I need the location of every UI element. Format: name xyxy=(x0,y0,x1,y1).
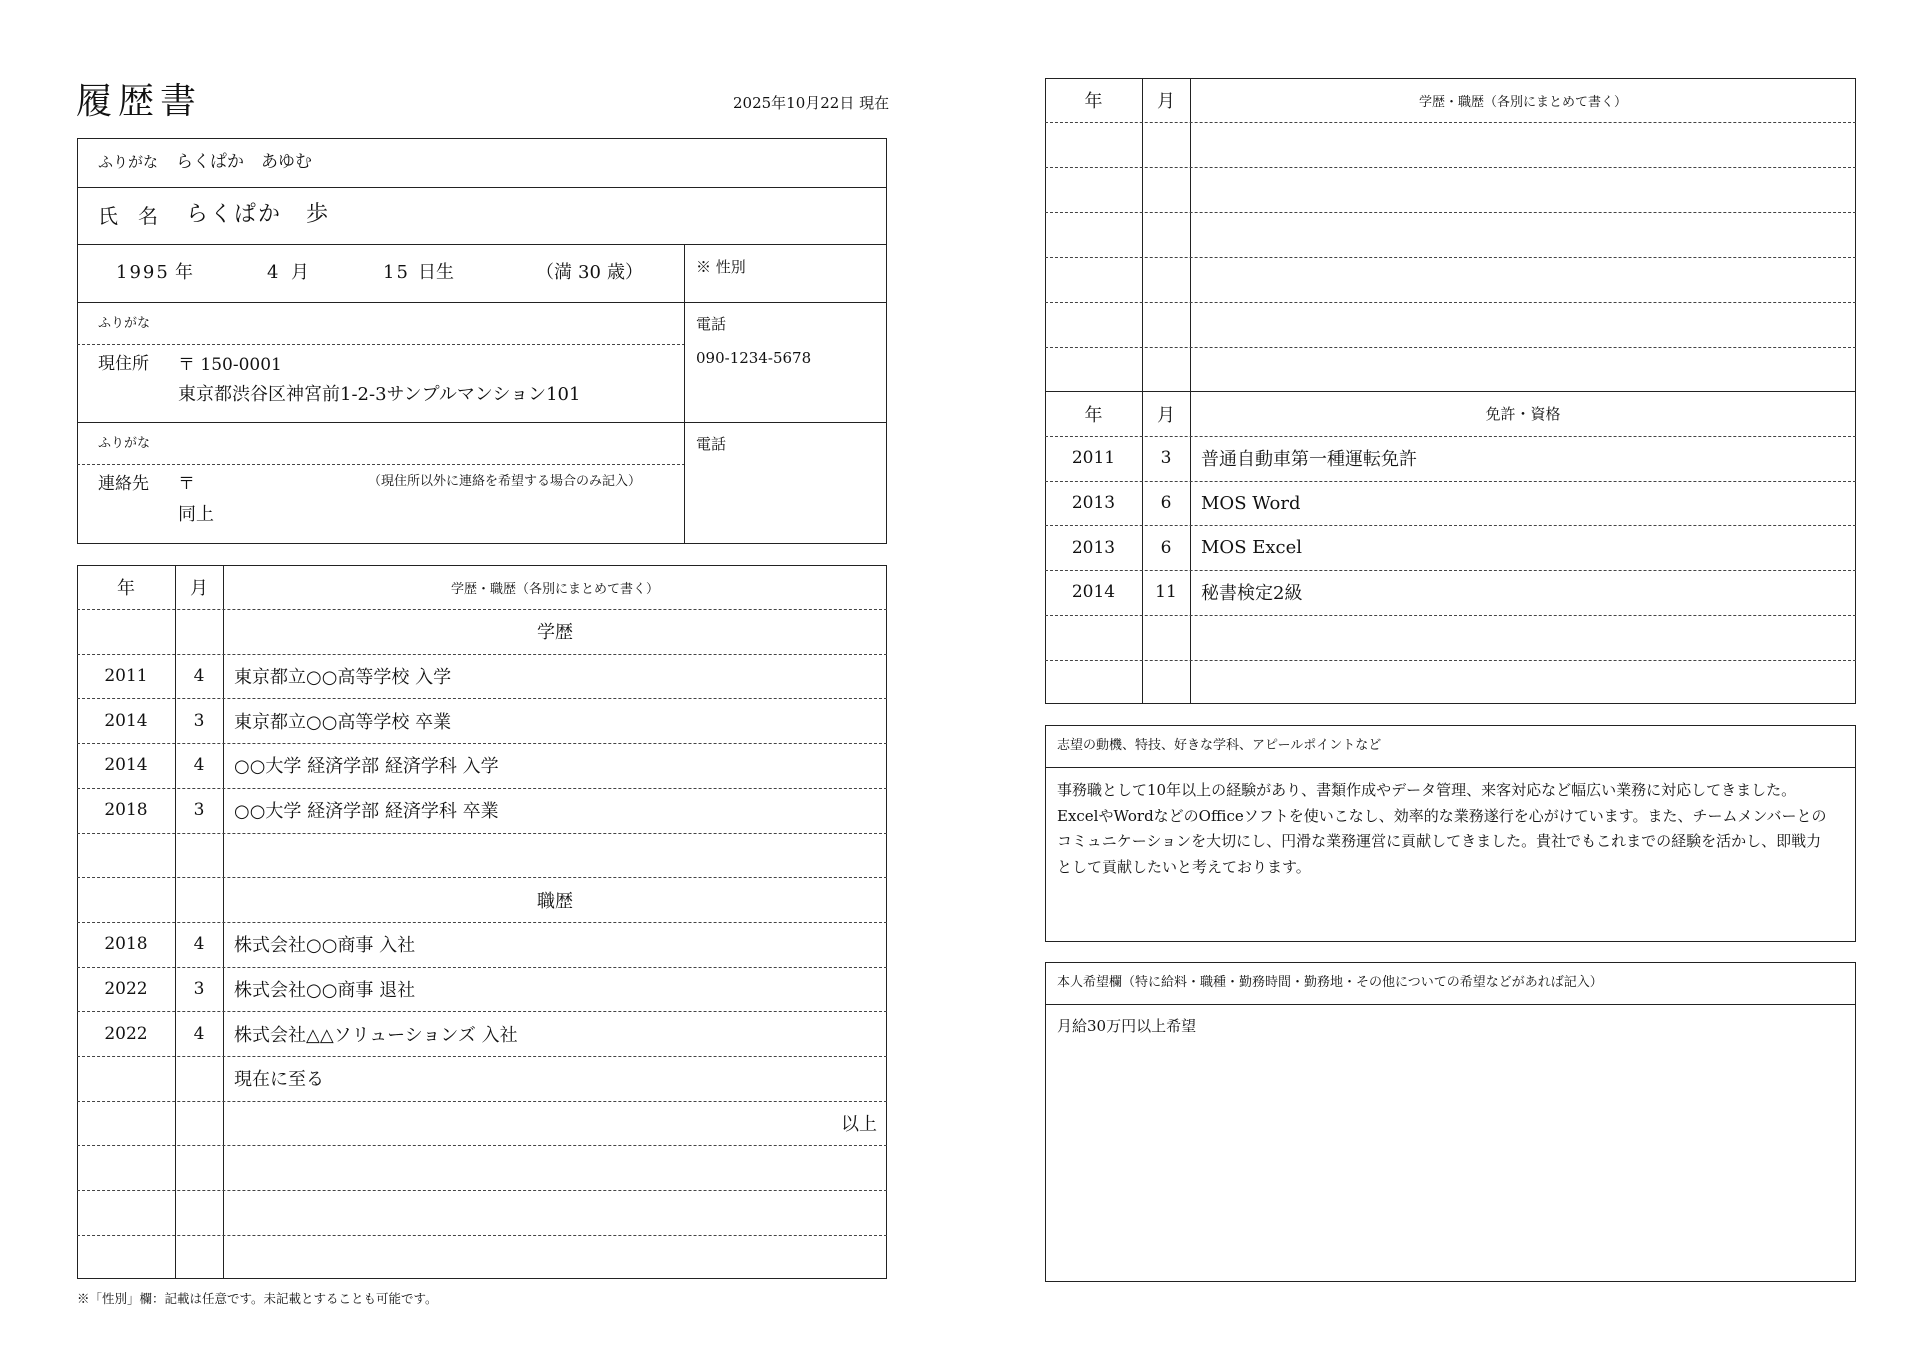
history-left-year[interactable] xyxy=(77,1101,175,1146)
history-left-text[interactable] xyxy=(223,1190,887,1235)
license-month[interactable]: 11 xyxy=(1155,582,1177,603)
history-left-text[interactable]: 現在に至る xyxy=(234,1069,324,1091)
footnote: ※「性別」欄：記載は任意です。未記載とすることも可能です。 xyxy=(77,1291,438,1306)
history-left-text[interactable] xyxy=(223,1235,887,1280)
licenses-year-header: 年 xyxy=(1084,404,1103,426)
history-left-text[interactable]: ○○大学 経済学部 経済学科 卒業 xyxy=(234,801,499,823)
license-month[interactable]: 6 xyxy=(1160,537,1172,558)
history-left-text[interactable]: 株式会社○○商事 入社 xyxy=(234,935,416,957)
history-right-content-header: 学歴・職歴（各別にまとめて書く） xyxy=(1418,94,1627,110)
licenses-month-header: 月 xyxy=(1157,404,1175,426)
history-left-text[interactable] xyxy=(223,833,887,878)
history-left-month[interactable]: 3 xyxy=(193,710,205,731)
age-close: 歳） xyxy=(607,262,643,283)
history-left-year[interactable]: 2018 xyxy=(104,934,148,955)
motivation-label: 志望の動機、特技、好きな学科、アピールポイントなど xyxy=(1057,738,1382,753)
license-text[interactable] xyxy=(1190,660,1856,705)
date-label: 2025年10月22日 現在 xyxy=(733,94,890,112)
history-left-month-header: 月 xyxy=(190,578,208,599)
history-right-year[interactable] xyxy=(1045,212,1142,257)
history-right-month[interactable] xyxy=(1142,302,1190,347)
history-right-month[interactable] xyxy=(1142,212,1190,257)
history-left-month[interactable] xyxy=(175,833,223,878)
history-left-year[interactable] xyxy=(77,1235,175,1280)
history-left-text[interactable]: 株式会社△△ソリューションズ 入社 xyxy=(234,1024,518,1046)
history-right-month[interactable] xyxy=(1142,122,1190,167)
history-left-month[interactable]: 4 xyxy=(193,1023,205,1044)
history-left-text[interactable]: 学歴 xyxy=(537,622,573,644)
contact-furigana-label: ふりがな xyxy=(98,436,151,451)
history-right-year[interactable] xyxy=(1045,347,1142,392)
license-text[interactable]: 秘書検定2級 xyxy=(1201,583,1303,605)
gender-label: ※ 性別 xyxy=(696,258,746,276)
history-left-month[interactable] xyxy=(175,609,223,654)
history-right-year[interactable] xyxy=(1045,302,1142,347)
license-year[interactable]: 2011 xyxy=(1071,448,1116,469)
history-left-text[interactable] xyxy=(223,1145,887,1190)
history-left-month[interactable]: 4 xyxy=(193,755,205,776)
history-left-text[interactable]: ○○大学 経済学部 経済学科 入学 xyxy=(234,756,499,778)
history-left-year[interactable]: 2014 xyxy=(104,755,148,776)
license-year[interactable]: 2013 xyxy=(1071,537,1116,558)
history-left-text[interactable]: 以上 xyxy=(841,1114,877,1136)
history-left-year[interactable]: 2018 xyxy=(104,800,148,821)
history-right-year-header: 年 xyxy=(1084,91,1103,112)
history-left-year[interactable] xyxy=(77,1056,175,1101)
license-year[interactable] xyxy=(1045,615,1142,660)
history-left-year[interactable] xyxy=(77,877,175,922)
license-month[interactable]: 6 xyxy=(1160,493,1172,514)
address-line[interactable]: 東京都渋谷区神宮前1-2-3サンプルマンション101 xyxy=(178,384,581,405)
history-left-text[interactable]: 東京都立○○高等学校 卒業 xyxy=(234,711,452,733)
license-year[interactable]: 2014 xyxy=(1071,582,1116,603)
address-postal[interactable]: 〒 150-0001 xyxy=(178,355,282,375)
history-right-text[interactable] xyxy=(1190,167,1856,212)
history-right-year[interactable] xyxy=(1045,167,1142,212)
history-left-month[interactable]: 3 xyxy=(193,800,205,821)
name-value[interactable]: らくぱか 歩 xyxy=(186,202,331,227)
history-left-year[interactable]: 2014 xyxy=(104,710,148,731)
age-open: （満 xyxy=(536,262,572,283)
history-right-month-header: 月 xyxy=(1157,91,1175,112)
history-right-year[interactable] xyxy=(1045,122,1142,167)
license-text[interactable]: 普通自動車第一種運転免許 xyxy=(1201,449,1417,471)
history-left-text[interactable]: 職歴 xyxy=(537,890,573,912)
address-label: 現住所 xyxy=(98,354,149,374)
history-left-year[interactable]: 2011 xyxy=(104,666,148,687)
name-label: 氏 名 xyxy=(98,204,158,228)
license-month[interactable]: 3 xyxy=(1160,448,1172,469)
history-right-month[interactable] xyxy=(1142,167,1190,212)
history-right-year[interactable] xyxy=(1045,257,1142,302)
history-left-month[interactable]: 3 xyxy=(193,978,205,999)
history-right-text[interactable] xyxy=(1190,302,1856,347)
birth-year-unit: 年 xyxy=(175,262,193,283)
license-month[interactable] xyxy=(1142,615,1190,660)
history-left-month[interactable] xyxy=(175,1145,223,1190)
request-text[interactable]: 月給30万円以上希望 xyxy=(1057,1017,1197,1035)
license-year[interactable] xyxy=(1045,660,1142,705)
contact-label: 連絡先 xyxy=(98,474,149,494)
licenses-content-header: 免許・資格 xyxy=(1485,405,1561,423)
history-right-month[interactable] xyxy=(1142,347,1190,392)
birth-year[interactable]: 1995 xyxy=(116,262,170,283)
license-text[interactable] xyxy=(1190,615,1856,660)
history-left-year[interactable] xyxy=(77,609,175,654)
history-left-text[interactable]: 東京都立○○高等学校 入学 xyxy=(234,667,452,689)
history-right-month[interactable] xyxy=(1142,257,1190,302)
request-box xyxy=(1045,962,1856,1282)
history-left-text[interactable]: 株式会社○○商事 退社 xyxy=(234,979,416,1001)
history-left-month[interactable] xyxy=(175,1056,223,1101)
license-text[interactable]: MOS Word xyxy=(1201,492,1301,514)
history-right-text[interactable] xyxy=(1190,347,1856,392)
license-month[interactable] xyxy=(1142,660,1190,705)
history-left-year[interactable] xyxy=(77,1145,175,1190)
furigana-value[interactable]: らくぱか あゆむ xyxy=(176,152,312,172)
history-left-year[interactable] xyxy=(77,1190,175,1235)
contact-line[interactable]: 同上 xyxy=(178,504,214,525)
contact-note: （現住所以外に連絡を希望する場合のみ記入） xyxy=(368,474,642,489)
contact-phone-label: 電話 xyxy=(696,435,727,453)
history-left-year[interactable]: 2022 xyxy=(104,978,148,999)
request-label: 本人希望欄（特に給料・職種・勤務時間・勤務地・その他についての希望などがあれば記入） xyxy=(1057,975,1603,990)
history-left-month[interactable] xyxy=(175,1101,223,1146)
history-right-text[interactable] xyxy=(1190,257,1856,302)
license-text[interactable]: MOS Excel xyxy=(1201,537,1303,559)
history-left-month[interactable]: 4 xyxy=(193,666,205,687)
history-right-text[interactable] xyxy=(1190,212,1856,257)
address-furigana-label: ふりがな xyxy=(98,316,151,331)
address-phone-label: 電話 xyxy=(696,315,727,333)
history-left-month[interactable] xyxy=(175,1190,223,1235)
history-left-year[interactable] xyxy=(77,833,175,878)
page-title: 履歴書 xyxy=(76,81,203,122)
history-left-year[interactable]: 2022 xyxy=(104,1023,148,1044)
birth-day-unit: 日生 xyxy=(418,262,454,283)
birth-month[interactable]: 4 xyxy=(267,262,279,283)
birth-day[interactable]: 15 xyxy=(383,262,410,283)
history-left-year-header: 年 xyxy=(117,578,135,599)
license-year[interactable]: 2013 xyxy=(1071,493,1116,514)
address-phone[interactable]: 090-1234-5678 xyxy=(696,349,812,367)
furigana-label: ふりがな xyxy=(98,153,159,171)
motivation-text[interactable]: 事務職として10年以上の経験があり、書類作成やデータ管理、来客対応など幅広い業務に対応してきました。ExcelやWordなどのOfficeソフトを使いこなし、効率的な業務遂行を心がけています。また、チームメンバーとのコミュニケーションを大切にし、円滑な業務運営に貢献してきました。貴社でもこれまでの経験を活かし、即戦力として貢献したいと考えております。 xyxy=(1057,781,1827,876)
age-value[interactable]: 30 xyxy=(578,262,601,283)
history-left-content-header: 学歴・職歴（各別にまとめて書く） xyxy=(450,581,659,597)
history-right-text[interactable] xyxy=(1190,122,1856,167)
contact-postal[interactable]: 〒 xyxy=(178,474,195,494)
history-left-month[interactable]: 4 xyxy=(193,934,205,955)
history-left-month[interactable] xyxy=(175,877,223,922)
birth-month-unit: 月 xyxy=(291,262,309,283)
history-left-month[interactable] xyxy=(175,1235,223,1280)
